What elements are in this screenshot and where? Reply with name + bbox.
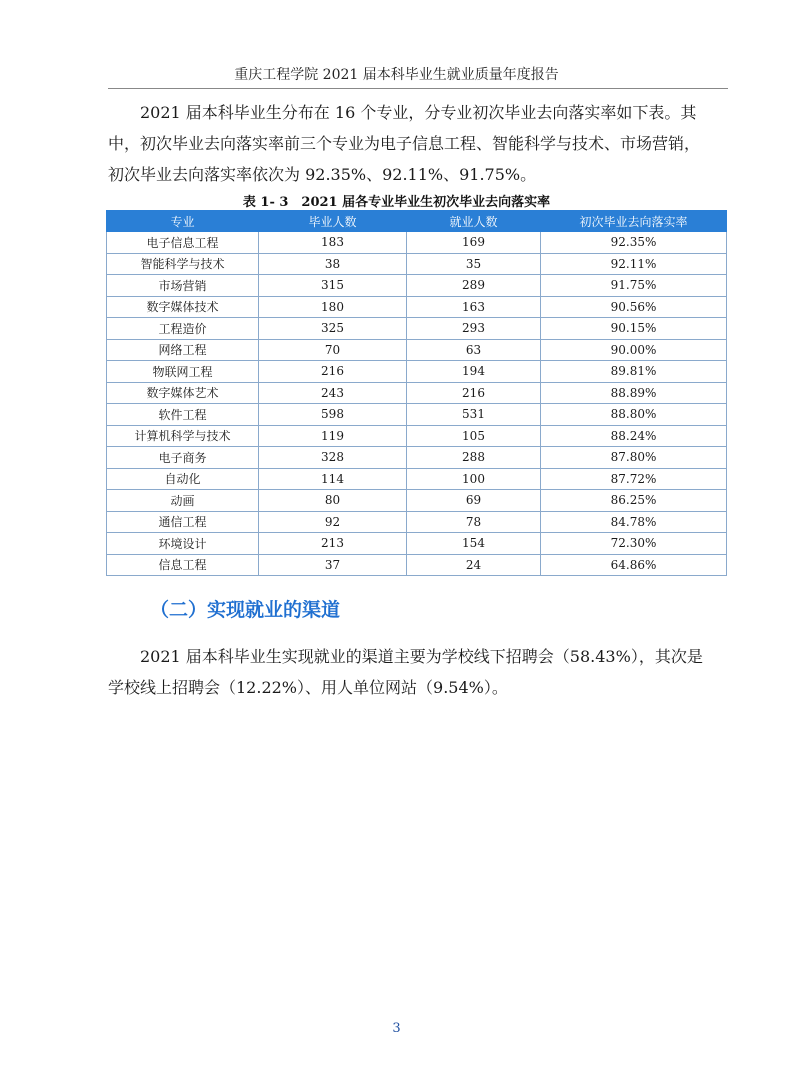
intro-line: 初次毕业去向落实率依次为 92.35%、92.11%、91.75%。 — [108, 165, 537, 184]
table-row — [107, 361, 727, 383]
cell-graduates: 180 — [259, 296, 407, 318]
cell-graduates: 325 — [259, 318, 407, 340]
cell-rate: 91.75% — [541, 275, 727, 297]
cell-rate: 92.11% — [541, 253, 727, 275]
cell-rate: 89.81% — [541, 361, 727, 383]
cell-major: 工程造价 — [107, 318, 259, 340]
table-row — [107, 296, 727, 318]
table-row — [107, 232, 727, 254]
intro-paragraph — [108, 97, 728, 190]
cell-employed: 100 — [407, 468, 541, 490]
table-row — [107, 490, 727, 512]
cell-employed: 163 — [407, 296, 541, 318]
table-row — [107, 533, 727, 555]
cell-major: 市场营销 — [107, 275, 259, 297]
cell-employed: 78 — [407, 511, 541, 533]
cell-employed: 24 — [407, 554, 541, 576]
cell-graduates: 114 — [259, 468, 407, 490]
cell-major: 环境设计 — [107, 533, 259, 555]
cell-rate: 87.80% — [541, 447, 727, 469]
table-caption: 表 1- 3 2021 届各专业毕业生初次毕业去向落实率 — [242, 195, 551, 210]
cell-major: 计算机科学与技术 — [107, 425, 259, 447]
cell-rate: 72.30% — [541, 533, 727, 555]
cell-employed: 69 — [407, 490, 541, 512]
cell-rate: 90.15% — [541, 318, 727, 340]
cell-employed: 154 — [407, 533, 541, 555]
cell-major: 软件工程 — [107, 404, 259, 426]
table-row — [107, 425, 727, 447]
cell-graduates: 183 — [259, 232, 407, 254]
page-number: 3 — [392, 1021, 401, 1036]
employment-rate-table — [106, 210, 727, 576]
cell-graduates: 243 — [259, 382, 407, 404]
table-row — [107, 404, 727, 426]
cell-rate: 84.78% — [541, 511, 727, 533]
cell-major: 电子商务 — [107, 447, 259, 469]
cell-employed: 194 — [407, 361, 541, 383]
cell-employed: 288 — [407, 447, 541, 469]
channels-paragraph — [108, 641, 728, 703]
column-header-rate: 初次毕业去向落实率 — [541, 211, 727, 232]
column-header-graduates: 毕业人数 — [259, 211, 407, 232]
cell-rate: 92.35% — [541, 232, 727, 254]
page-header: 重庆工程学院 2021 届本科毕业生就业质量年度报告 — [234, 67, 559, 83]
table-row — [107, 468, 727, 490]
intro-line: 中，初次毕业去向落实率前三个专业为电子信息工程、智能科学与技术、市场营销， — [108, 134, 701, 153]
table-header-row — [107, 211, 727, 232]
cell-employed: 293 — [407, 318, 541, 340]
cell-major: 通信工程 — [107, 511, 259, 533]
column-header-employed: 就业人数 — [407, 211, 541, 232]
cell-rate: 88.80% — [541, 404, 727, 426]
cell-major: 自动化 — [107, 468, 259, 490]
table-row — [107, 447, 727, 469]
table-row — [107, 511, 727, 533]
cell-employed: 216 — [407, 382, 541, 404]
cell-rate: 64.86% — [541, 554, 727, 576]
cell-graduates: 37 — [259, 554, 407, 576]
cell-employed: 531 — [407, 404, 541, 426]
cell-rate: 90.56% — [541, 296, 727, 318]
cell-major: 物联网工程 — [107, 361, 259, 383]
cell-rate: 88.89% — [541, 382, 727, 404]
intro-line: 2021 届本科毕业生分布在 16 个专业，分专业初次毕业去向落实率如下表。其 — [140, 103, 697, 122]
cell-graduates: 92 — [259, 511, 407, 533]
table-row — [107, 339, 727, 361]
cell-major: 数字媒体技术 — [107, 296, 259, 318]
cell-rate: 88.24% — [541, 425, 727, 447]
column-header-major: 专业 — [107, 211, 259, 232]
table-row — [107, 253, 727, 275]
channels-line: 2021 届本科毕业生实现就业的渠道主要为学校线下招聘会（58.43%），其次是 — [140, 647, 703, 666]
cell-major: 数字媒体艺术 — [107, 382, 259, 404]
cell-graduates: 216 — [259, 361, 407, 383]
cell-graduates: 70 — [259, 339, 407, 361]
cell-major: 动画 — [107, 490, 259, 512]
cell-major: 信息工程 — [107, 554, 259, 576]
cell-rate: 86.25% — [541, 490, 727, 512]
section-title: （二）实现就业的渠道 — [150, 599, 341, 621]
cell-employed: 35 — [407, 253, 541, 275]
cell-employed: 105 — [407, 425, 541, 447]
cell-major: 智能科学与技术 — [107, 253, 259, 275]
table-row — [107, 382, 727, 404]
cell-graduates: 598 — [259, 404, 407, 426]
cell-employed: 63 — [407, 339, 541, 361]
cell-graduates: 213 — [259, 533, 407, 555]
cell-graduates: 315 — [259, 275, 407, 297]
cell-rate: 87.72% — [541, 468, 727, 490]
cell-major: 电子信息工程 — [107, 232, 259, 254]
cell-graduates: 80 — [259, 490, 407, 512]
cell-graduates: 38 — [259, 253, 407, 275]
cell-graduates: 328 — [259, 447, 407, 469]
cell-rate: 90.00% — [541, 339, 727, 361]
table-row — [107, 318, 727, 340]
channels-line: 学校线上招聘会（12.22%）、用人单位网站（9.54%）。 — [108, 678, 508, 697]
cell-employed: 289 — [407, 275, 541, 297]
cell-major: 网络工程 — [107, 339, 259, 361]
cell-employed: 169 — [407, 232, 541, 254]
table-row — [107, 275, 727, 297]
table-row — [107, 554, 727, 576]
table-body — [107, 232, 727, 576]
cell-graduates: 119 — [259, 425, 407, 447]
header-divider — [108, 88, 728, 89]
